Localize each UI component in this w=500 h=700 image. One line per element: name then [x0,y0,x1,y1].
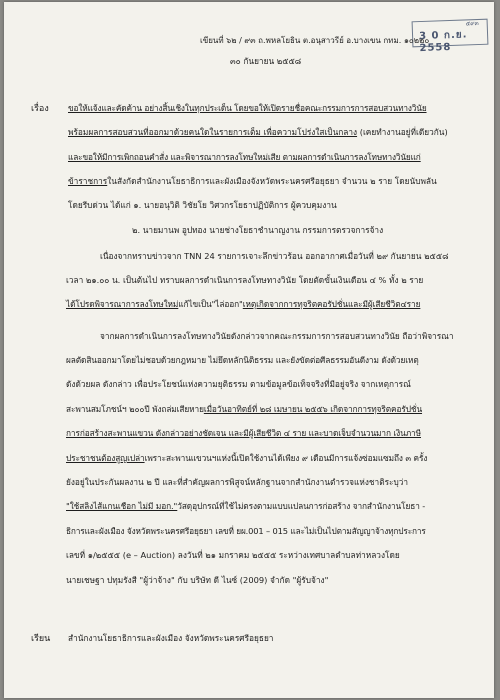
para1-line-1: เนื่องจากทราบข่าวจาก TNN 24 รายการเจาะลึกข่าวร้อน ออกอากาศเมื่อวันที่ ๒๙ กันยายน ๒๕๕๘ [100,251,449,261]
para2-line-4 [66,405,422,415]
para2-line-6 [66,454,427,464]
para2-line-1: จากผลการดำเนินการลงโทษทางวินัยดังกล่าวจากคณะกรรมการการสอบสวนทางวินัย ถือว่าพิจารณา [100,331,454,341]
para2-wasted-tax: ประชาชนต้องสูญเปล่า [66,453,145,463]
para2-line-7: ยังอยู่ในประกันผลงาน ๒ ปี และที่สำคัญผลการพิสูจน์หลักฐานจากสำนักงานตำรวจแห่งชาติระบุว่า [66,477,409,487]
para2-line-3: ดังด้วยผล ดังกล่าว เพื่อประโยชน์แห่งความยุติธรรม ตามข้อมูลข้อเท็จจริงที่มีอยู่จริง จากเหตุการณ์ [66,379,411,389]
recipient-text: สำนักงานโยธาธิการและผังเมือง จังหวัดพระนครศรีอยุธยา [68,633,274,643]
stamp-date: 3 0 ก.ย. 2558 [418,29,468,54]
subject-line-4-rest: ในสังกัดสำนักงานโยธาธิการและผังเมืองจังหวัดพระนครศรีอยุธยา จำนวน ๒ ราย โดยนับพลัน [107,176,437,186]
para2-line-4-date: เมื่อวันอาทิตย์ที่ ๒๘ เมษายน ๒๕๕๖ เกิดจากการทุจริตคอรัปชั่น [203,404,423,414]
sender-address: เขียนที่ ๖๒ / ๙๓ ถ.พหลโยธิน ต.อนุสาวรีย์ อ.บางเขน กทม. ๑๐๒๒๐ [200,36,430,45]
subject-line-1: ขอให้แจ้งและคัดค้าน อย่างสิ้นเชิงในทุกประเด็น โดยขอให้เปิดรายชื่อคณะกรรมการการสอบสวนทางวินัย [68,103,427,113]
para2-line-5: การก่อสร้างสะพานแขวน ดังกล่าวอย่างชัดเจน และมีผู้เสียชีวิต ๔ ราย และบาดเจ็บจำนวนมาก เงินภาษี [66,428,421,438]
letter-page [4,2,494,698]
para1-change-to: แก้ไขเป็น [178,299,212,309]
para2-line-2: ผลตัดสินออกมาโดยไม่ชอบด้วยกฎหมาย ไม่ยึดหลักนิติธรรม และยังขัดต่อศีลธรรมอันดีงาม ดังด้วยเหตุ [66,355,419,365]
subject-line-6: ๒. นายมานพ อูปทอง นายช่างโยธาชำนาญงาน กรรมการตรวจการจ้าง [132,225,384,235]
subject-line-2 [68,128,448,138]
subject-line-4 [68,177,437,187]
para2-line-4-start: สะพานสมโภชน์ฯ ๒๐๐ปี พังถล่มเสียหาย [66,404,204,414]
para1-line-3 [66,300,420,310]
subject-label: เรื่อง [31,104,49,114]
recipient-label: เรียน [31,634,51,644]
subject-line-3: และขอให้มีการเพิกถอนคำสั่ง และพิจารณาการลงโทษใหม่เสีย ตามผลการดำเนินการลงโทษทางวินัยแก่ [68,152,421,162]
subject-line-5: โดยรีบด่วน ได้แก่ ๑. นายอนุวิติ วิชัยโย วิศวกรโยธาปฏิบัติการ ผู้ควบคุมงาน [68,200,337,210]
subject-line-4-underlined: ข้าราชการ [68,176,108,186]
para1-reconsider: ได้โปรดพิจารณาการลงโทษใหม่ [66,299,179,309]
para1-cause: เหตุเกิดจากการทุจริตคอรัปชั่นและมีผู้เสียชีวิต๔ราย [242,299,421,309]
para2-line-6-rest: เพราะสะพานแขวนฯแห่งนี้เปิดใช้งานได้เพียง ๙ เดือนมีการแจ้งซ่อมแซมถึง ๓ ครั้ง [144,453,428,463]
letter-date: ๓๐ กันยายน ๒๕๕๘ [230,56,302,66]
para2-line-9: ธิการและผังเมือง จังหวัดพระนครศรีอยุธยา เลขที่ ยผ.001 – 015 และไม่เป็นไปตามสัญญาจ้างทุกประการ [66,526,426,536]
subject-line-2-underlined: พร้อมผลการสอบสวนที่ออกมาด้วยคนใดในรายการเต็ม เพื่อความโปร่งใสเป็นกลาง [68,127,358,137]
para2-line-10: เลขที่ ๑/๒๕๕๕ (e – Auction) ลงวันที่ ๒๑ มกราคม ๒๕๕๕ ระหว่างเทศบาลตำบลท่าหลวงโดย [66,550,400,560]
para1-dismiss: "ไล่ออก" [211,299,243,309]
stamp-number: ๕๙๓ [465,19,479,28]
para1-line-2: เวลา ๒๑.๐๐ น. เป็นต้นไป ทราบผลการดำเนินการลงโทษทางวินัย โดยตัดขั้นเงินเดือน ๔ % ทั้ง ๒ ราย [66,275,424,285]
subject-line-2-note: (เคยทำงานอยู่ที่เดียวกัน) [359,127,448,137]
para2-line-8-rest: วัสดุอุปกรณ์ที่ใช้ไม่ตรงตามแบบแปลนการก่อสร้าง จากสำนักงานโยธา - [177,501,426,511]
para2-sling-quote: "ใช้สลิงไส้แกนเชือก ไม่มี มอก." [66,501,178,511]
para2-line-8 [66,502,425,512]
para2-line-11: นายเชษฐา ปทุมรังสี "ผู้ว่าจ้าง" กับ บริษัท ดี ไนซ์ (2009) จำกัด "ผู้รับจ้าง" [66,575,329,585]
